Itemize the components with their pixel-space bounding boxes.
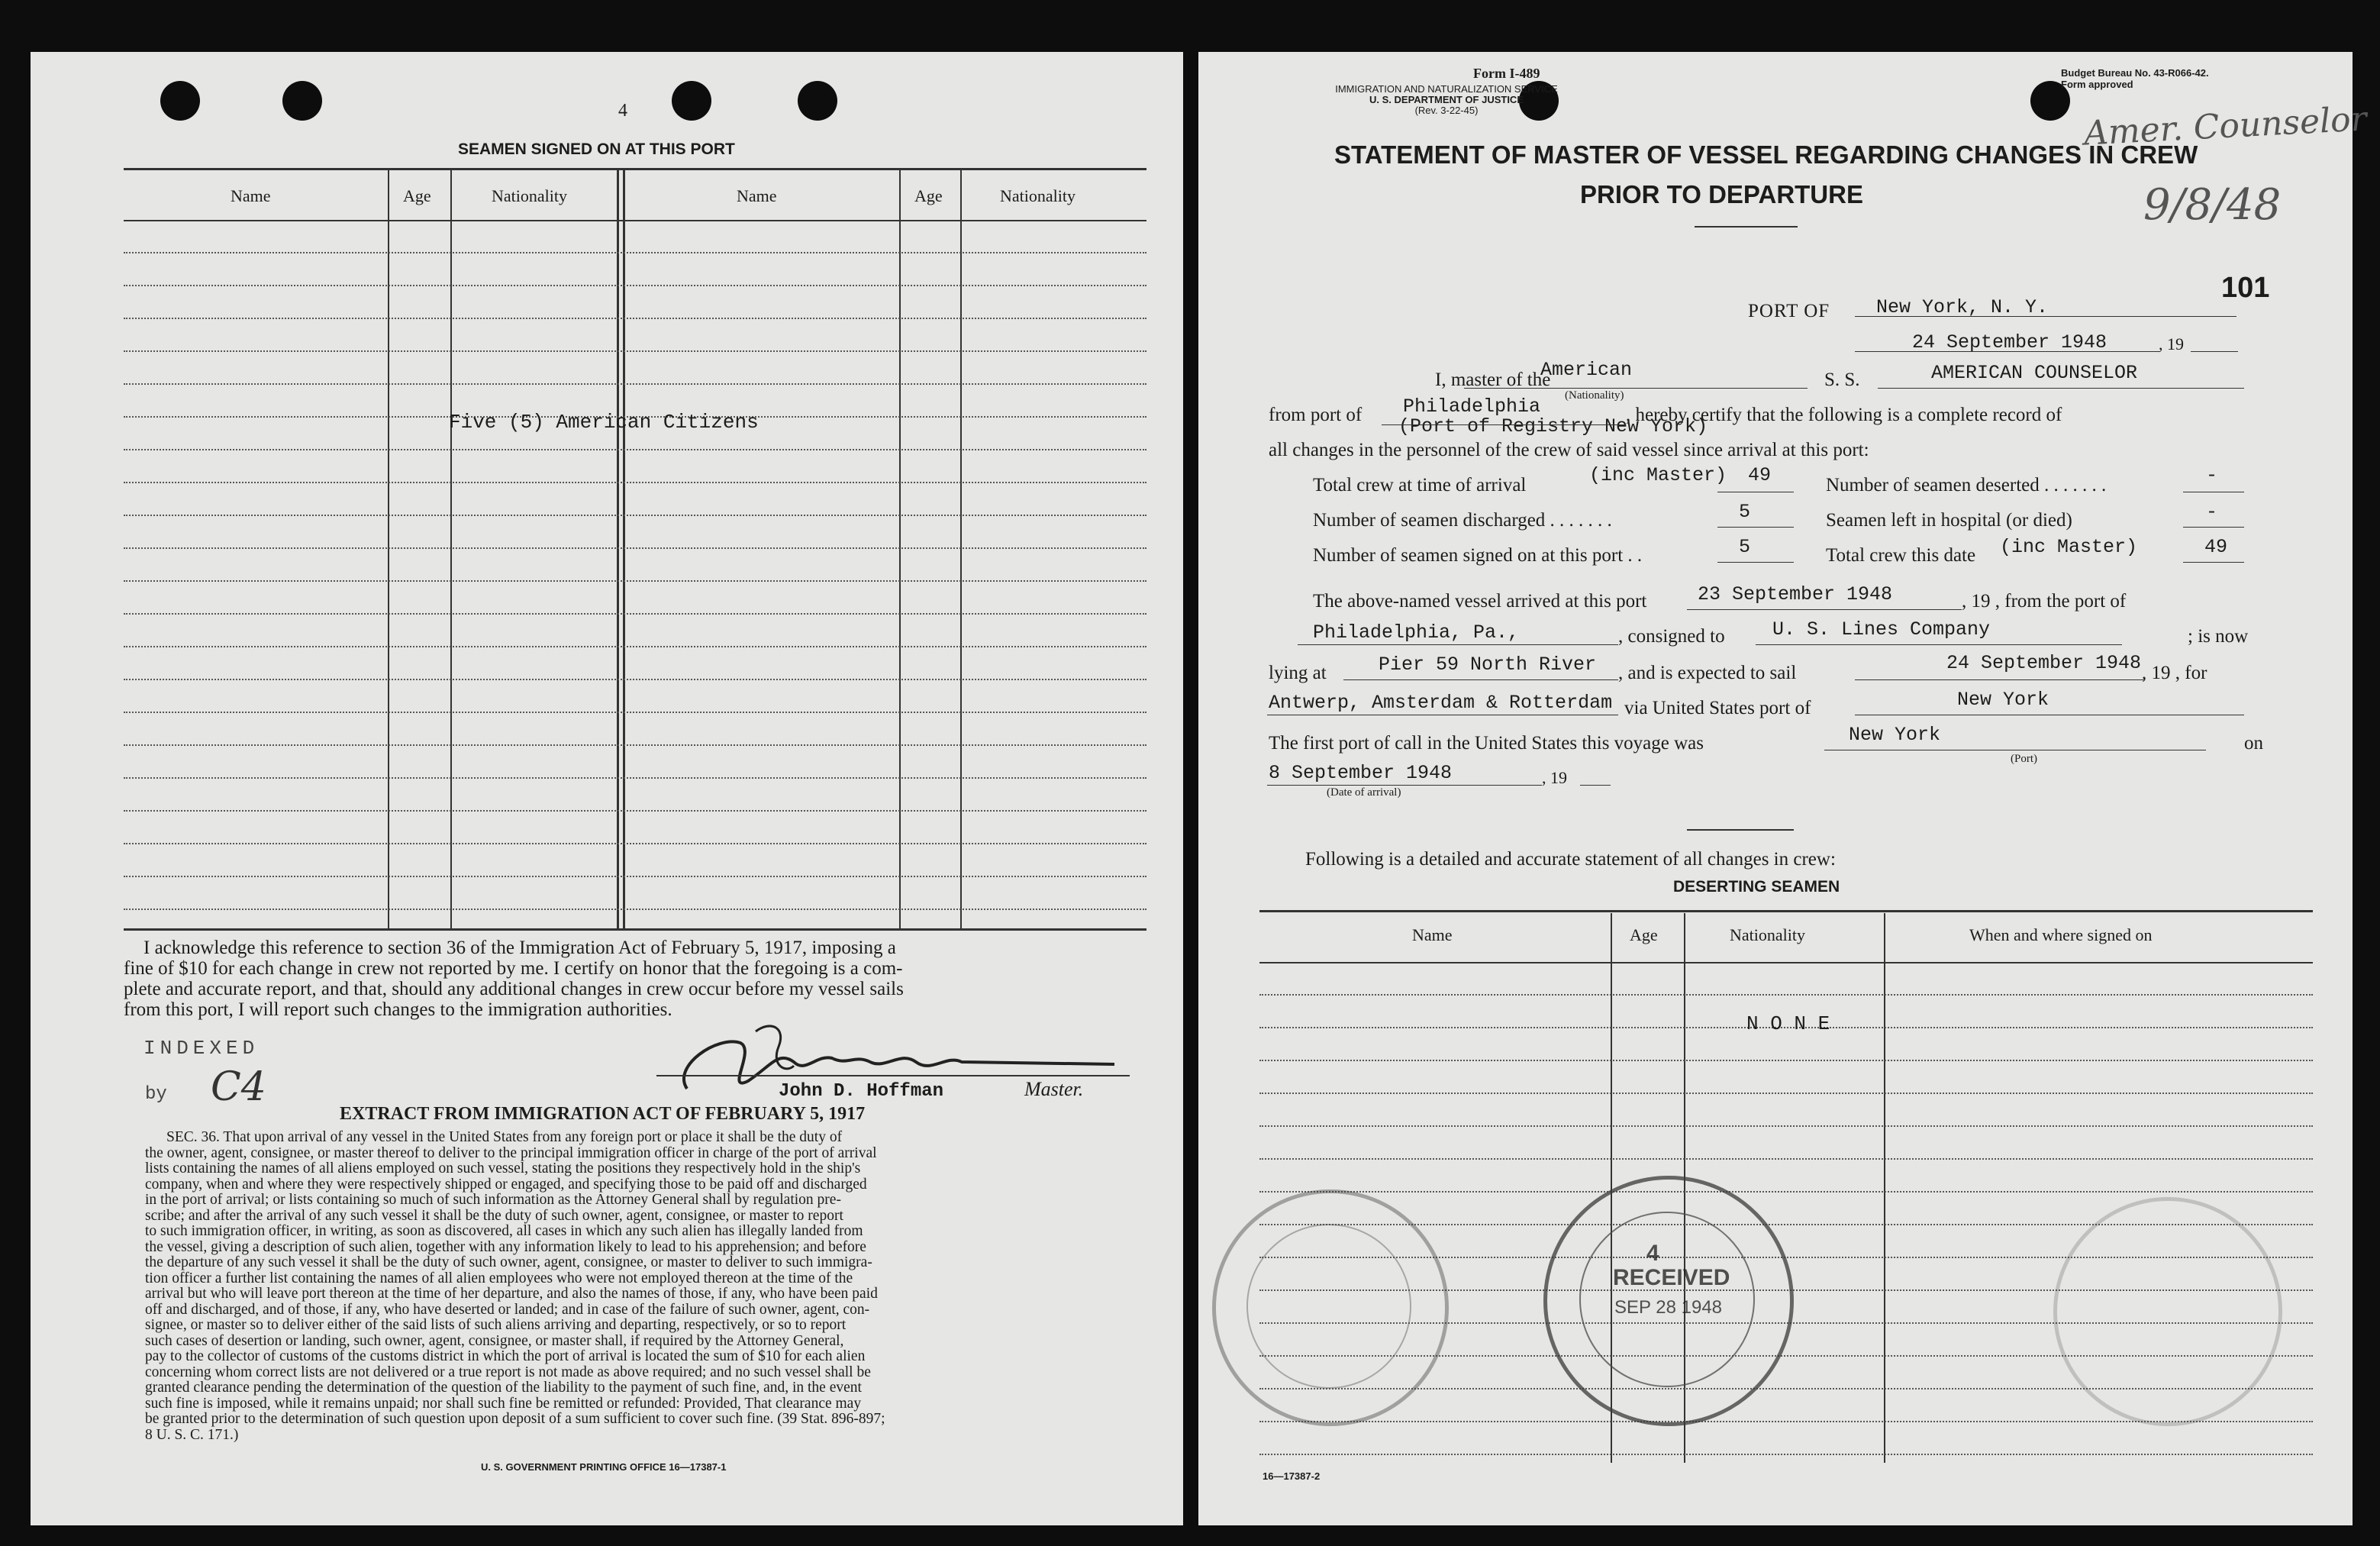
fill-line xyxy=(1580,785,1611,786)
extract-line: granted clearance pending the determination of the question of the liability to the payment of such fine, and, in the event xyxy=(145,1380,862,1396)
budget-line: Budget Bureau No. 43-R066-42. xyxy=(2061,67,2209,79)
header-age-2: Age xyxy=(914,186,943,205)
first-port-value: New York xyxy=(1849,724,1941,746)
certify-text-2: all changes in the personnel of the crew of said vessel since arrival at this port: xyxy=(1269,440,1869,460)
table-row-rule xyxy=(124,843,1146,844)
nationality-value: American xyxy=(1540,359,1633,381)
from-port-of: , 19 , from the port of xyxy=(1962,591,2127,612)
extract-line: lists containing the names of all aliens employed on such vessel, stating the positions they respectively hold in the ship's xyxy=(145,1160,861,1176)
for-label: , 19 , for xyxy=(2142,663,2207,683)
extract-line: be granted prior to the determination of such question upon deposit of a sum sufficient to cover such fine. (39 Stat. 896-897; xyxy=(145,1411,885,1427)
extract-line: concerning whom correct lists are not delivered or a true report is not made as above required; and no such vessel shall be xyxy=(145,1364,871,1380)
budget-block xyxy=(2061,67,2209,90)
master-label: I, master of the xyxy=(1435,370,1551,390)
form-number: Form I-489 xyxy=(1473,66,1540,81)
fill-line xyxy=(1464,388,1808,389)
table-row-rule xyxy=(124,350,1146,352)
table-row-rule xyxy=(124,613,1146,615)
extract-line: the vessel, giving a description of such alien, together with any information likely to lead to his apprehension; and before xyxy=(145,1238,866,1255)
from-port-value: Philadelphia xyxy=(1403,395,1541,418)
acknowledgment-text xyxy=(124,938,904,1020)
title-rule xyxy=(1695,226,1798,228)
table-row-rule xyxy=(124,810,1146,812)
extract-line: SEC. 36. That upon arrival of any vessel in the United States from any foreign port or place it shall be the duty of xyxy=(166,1129,843,1145)
form-title-line1: STATEMENT OF MASTER OF VESSEL REGARDING CHANGES IN CREW xyxy=(1334,140,2198,169)
table-row-rule xyxy=(124,449,1146,450)
arrived-label: The above-named vessel arrived at this port xyxy=(1313,591,1647,612)
prev-port-value: Philadelphia, Pa., xyxy=(1313,621,1520,644)
punch-hole xyxy=(672,81,711,121)
sail-date: 24 September 1948 xyxy=(1946,652,2142,674)
arrival-date-value: 8 September 1948 xyxy=(1269,762,1453,784)
total-date-value: 49 xyxy=(2204,536,2228,558)
from-port-label: from port of xyxy=(1269,405,1363,425)
table-entry: Five (5) American Citizens xyxy=(449,411,759,434)
is-now: ; is now xyxy=(2188,626,2249,647)
extract-line: signee, or master so to deliver either of the said lists of such aliens arriving and departing, respectively, or so to report xyxy=(145,1317,847,1333)
budget-line: Form approved xyxy=(2061,79,2133,90)
extract-line: the owner, agent, consignee, or master thereof to deliver to the principal immigration officer in charge of the port of arrival xyxy=(145,1144,877,1161)
table-header-rule xyxy=(124,220,1146,221)
extract-line: arrival but who will leave port thereon at the time of her departure, and also the names of those, if any, who have been paid xyxy=(145,1286,878,1302)
deserting-row-rule xyxy=(1259,1125,2313,1127)
header-nationality: Nationality xyxy=(492,186,567,205)
fill-line xyxy=(1267,785,1542,786)
printing-office: U. S. GOVERNMENT PRINTING OFFICE 16—17387-1 xyxy=(481,1461,727,1473)
destination-value: Antwerp, Amsterdam & Rotterdam xyxy=(1269,692,1613,714)
registry-value: (Port of Registry New York) xyxy=(1398,415,1708,437)
extract-line: 8 U. S. C. 171.) xyxy=(145,1426,239,1443)
fill-line xyxy=(1855,316,2236,317)
extract-line: scribe; and after the arrival of any such vessel it shall be the duty of such owner, agent, consignee, or master to report xyxy=(145,1207,843,1224)
deserting-row-rule xyxy=(1259,1093,2313,1094)
deserting-header-name: Name xyxy=(1412,925,1453,944)
nationality-caption: (Nationality) xyxy=(1565,389,1624,402)
serial-number: 101 xyxy=(2221,272,2270,304)
fill-line xyxy=(1878,388,2244,389)
table-row-rule xyxy=(124,876,1146,877)
table-top-rule xyxy=(124,168,1146,170)
table-row-rule xyxy=(124,547,1146,549)
table-row-rule xyxy=(124,482,1146,483)
deserting-header-rule xyxy=(1259,962,2313,963)
table-row-rule xyxy=(124,515,1146,516)
lying-label: lying at xyxy=(1269,663,1327,683)
total-arrival-value: 49 xyxy=(1748,464,1772,486)
by-label: by xyxy=(145,1084,167,1105)
fill-line xyxy=(1855,679,2145,680)
deserting-header-nationality: Nationality xyxy=(1730,925,1805,944)
fill-line xyxy=(1687,609,1962,610)
arrived-value: 23 September 1948 xyxy=(1698,583,1893,605)
fill-line xyxy=(1717,527,1794,528)
extract-line: off and discharged, and of those, if any, who have deserted or landed; and in case of the failure of such owner, agent, con- xyxy=(145,1301,870,1318)
arrival-date-caption: (Date of arrival) xyxy=(1327,786,1401,799)
extract-line: such cases of desertion or landing, such owner, agent, consignee, or master shall, if required by the Attorney General, xyxy=(145,1332,844,1349)
arrival-date-19: , 19 xyxy=(1542,768,1567,787)
deserted-label: Number of seamen deserted . . . . . . . xyxy=(1826,475,2107,495)
vessel-name: AMERICAN COUNSELOR xyxy=(1931,362,2138,384)
extract-line: such fine is imposed, while it remains unpaid; nor shall such fine be remitted or refunded: Provided, That clearance may xyxy=(145,1395,862,1412)
lying-value: Pier 59 North River xyxy=(1379,654,1597,676)
section-title: SEAMEN SIGNED ON AT THIS PORT xyxy=(458,140,735,158)
discharged-label: Number of seamen discharged . . . . . . . xyxy=(1313,510,1612,531)
section-rule xyxy=(1687,829,1794,831)
fill-line xyxy=(1855,351,2160,352)
table-row-rule xyxy=(124,909,1146,910)
table-row-rule xyxy=(124,383,1146,385)
ss-label: S. S. xyxy=(1824,370,1860,390)
faded-stamp-right xyxy=(2053,1197,2282,1426)
fill-line xyxy=(2191,351,2238,352)
extract-line: to such immigration officer, in writing, as soon as discovered, all cases in which any such alien has illegally landed from xyxy=(145,1223,863,1239)
deserting-row-rule xyxy=(1259,1060,2313,1061)
first-port-label: The first port of call in the United States this voyage was xyxy=(1269,733,1704,754)
table-row-rule xyxy=(124,646,1146,647)
received-stamp xyxy=(1543,1176,1794,1426)
handwritten-vessel-note: Amer. Counselor xyxy=(2082,99,2368,153)
fill-line xyxy=(1298,644,1618,645)
deserting-header-age: Age xyxy=(1630,925,1658,944)
date-value: 24 September 1948 xyxy=(1912,331,2107,353)
table-bottom-rule xyxy=(124,928,1146,931)
stamp-date: SEP 28 1948 xyxy=(1614,1297,1723,1318)
right-page xyxy=(1198,52,2368,1525)
total-date-label: Total crew this date xyxy=(1826,545,1976,566)
agency-block xyxy=(1267,84,1626,116)
fill-line xyxy=(1717,562,1794,563)
header-name-2: Name xyxy=(737,186,777,205)
table-row-rule xyxy=(124,580,1146,582)
extract-line: the departure of any such vessel it shall be the duty of such owner, agent, consignee, or master to deliver to such immigra- xyxy=(145,1254,872,1270)
port-value: New York, N. Y. xyxy=(1876,296,2049,318)
following-text: Following is a detailed and accurate statement of all changes in crew: xyxy=(1305,849,1836,870)
discharged-value: 5 xyxy=(1739,501,1751,523)
total-date-note: (inc Master) xyxy=(2000,536,2138,558)
header-nationality-2: Nationality xyxy=(1000,186,1076,205)
table-row-rule xyxy=(124,744,1146,746)
hospital-label: Seamen left in hospital (or died) xyxy=(1826,510,2072,531)
fill-line xyxy=(2183,527,2244,528)
punch-hole xyxy=(798,81,837,121)
fill-line xyxy=(2183,562,2244,563)
punch-hole xyxy=(282,81,322,121)
hospital-value: - xyxy=(2206,501,2218,523)
deserting-row-rule xyxy=(1259,1454,2313,1455)
indexed-stamp: INDEXED xyxy=(144,1037,260,1060)
table-row-rule xyxy=(124,318,1146,319)
consignee-value: U. S. Lines Company xyxy=(1772,618,1991,641)
col-divider xyxy=(1884,913,1885,1463)
signature-rule xyxy=(656,1075,1130,1076)
signature-title: Master. xyxy=(1024,1078,1084,1100)
fill-line xyxy=(1343,679,1618,680)
header-age: Age xyxy=(403,186,431,205)
extract-text xyxy=(145,1130,885,1443)
on-label: on xyxy=(2244,733,2263,754)
ack-line: I acknowledge this reference to section 36 of the Immigration Act of February 5, 1917, imposing a xyxy=(144,938,896,958)
total-arrival-note: (inc Master) xyxy=(1589,464,1727,486)
consigned-label: , consigned to xyxy=(1618,626,1725,647)
punch-hole xyxy=(160,81,200,121)
fill-line xyxy=(1756,644,2122,645)
extract-line: company, when and where they were respectively shipped or engaged, and specifying those to be paid off and discharged xyxy=(145,1176,867,1193)
fill-line xyxy=(1382,424,1626,425)
table-row-rule xyxy=(124,285,1146,286)
extract-line: tion officer a further list containing the names of all alien employees who were not employed thereon at the time of the xyxy=(145,1270,853,1286)
ack-line: from this port, I will report such changes to the immigration authorities. xyxy=(124,999,672,1020)
table-row-rule xyxy=(124,712,1146,713)
certify-text: , hereby certify that the following is a complete record of xyxy=(1626,405,2062,425)
deserting-row-rule xyxy=(1259,1191,2313,1193)
handwritten-date: 9/8/48 xyxy=(2143,180,2282,230)
agency-line: U. S. DEPARTMENT OF JUSTICE xyxy=(1369,94,1524,105)
port-caption: (Port) xyxy=(2011,753,2037,765)
page-number: 4 xyxy=(618,101,627,121)
deserting-row-rule xyxy=(1259,994,2313,996)
header-name: Name xyxy=(231,186,271,205)
indexer-initials: C4 xyxy=(211,1064,266,1110)
extract-line: pay to the collector of customs of the customs district in which the port of arrival is located the sum of $10 for each alien xyxy=(145,1348,866,1364)
form-title-line2: PRIOR TO DEPARTURE xyxy=(1580,180,1863,208)
table-row-rule xyxy=(124,777,1146,779)
date-19: , 19 xyxy=(2159,334,2184,353)
deserting-table-top xyxy=(1259,910,2313,912)
signed-on-label: Number of seamen signed on at this port . . xyxy=(1313,545,1643,566)
via-port-value: New York xyxy=(1957,689,2049,711)
via-label: via United States port of xyxy=(1624,698,1811,718)
agency-line: IMMIGRATION AND NATURALIZATION SERVICE xyxy=(1335,83,1558,95)
deserting-title: DESERTING SEAMEN xyxy=(1673,878,1840,896)
deserted-value: - xyxy=(2206,464,2218,486)
stamp-number: 4 xyxy=(1646,1241,1659,1266)
faded-received-stamp xyxy=(1212,1189,1449,1426)
deserting-row-rule xyxy=(1259,1158,2313,1160)
total-arrival-label: Total crew at time of arrival xyxy=(1313,475,1527,495)
ack-line: plete and accurate report, and that, should any additional changes in crew occur before my vessel sails xyxy=(124,979,904,999)
deserting-header-signed-on: When and where signed on xyxy=(1969,925,2153,944)
expected-label: , and is expected to sail xyxy=(1618,663,1797,683)
port-label: PORT OF xyxy=(1748,301,1830,321)
signed-on-value: 5 xyxy=(1739,536,1751,558)
extract-line: in the port of arrival; or lists containing so much of such information as the Attorney General shall by regulation pre- xyxy=(145,1192,841,1208)
signature-name: John D. Hoffman xyxy=(779,1081,944,1102)
table-row-rule xyxy=(124,252,1146,253)
stamp-received: RECEIVED xyxy=(1613,1265,1730,1290)
left-page xyxy=(31,52,1183,1525)
footer-code: 16—17387-2 xyxy=(1263,1470,1321,1482)
deserting-entry: N O N E xyxy=(1746,1012,1830,1035)
ack-line: fine of $10 for each change in crew not reported by me. I certify on honor that the foregoing is a com- xyxy=(124,958,903,979)
agency-line: (Rev. 3-22-45) xyxy=(1414,105,1479,116)
extract-title: EXTRACT FROM IMMIGRATION ACT OF FEBRUARY 5, 1917 xyxy=(340,1104,866,1124)
table-row-rule xyxy=(124,679,1146,680)
